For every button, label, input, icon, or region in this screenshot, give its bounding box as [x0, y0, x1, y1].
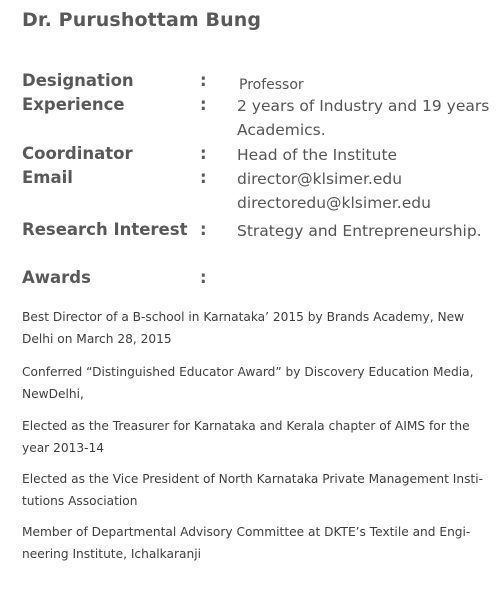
award-item-line: Elected as the Vice President of North Karnataka Private Management Insti- [22, 472, 483, 486]
award-item [22, 415, 484, 459]
award-item-line: Best Director of a B-school in Karnataka’ 2015 by Brands Academy, New [22, 310, 465, 324]
awards-label: Awards [22, 268, 91, 287]
email-label: Email [22, 168, 73, 187]
experience-value-line1: 2 years of Industry and 19 years [237, 97, 490, 115]
profile-name: Dr. Purushottam Bung [22, 9, 262, 31]
research-colon: : [200, 220, 207, 239]
designation-label: Designation [22, 71, 134, 90]
award-item-line: tutions Association [22, 494, 138, 508]
experience-value-line2: Academics. [237, 121, 326, 139]
research-label: Research Interest [22, 220, 188, 239]
award-item [22, 468, 484, 512]
award-item-line: Conferred “Distinguished Educator Award” by Discovery Education Media, [22, 365, 474, 379]
designation-value: Professor [239, 77, 304, 93]
designation-colon: : [200, 71, 207, 90]
award-item-line: neering Institute, Ichalkaranji [22, 547, 201, 561]
research-value: Strategy and Entrepreneurship. [237, 222, 482, 240]
awards-colon: : [200, 268, 207, 287]
award-item-line: NewDelhi, [22, 387, 84, 401]
award-item [22, 361, 484, 405]
email-value-line2: directoredu@klsimer.edu [237, 194, 431, 212]
award-item [22, 306, 484, 350]
award-item-line: Elected as the Treasurer for Karnataka and Kerala chapter of AIMS for the [22, 419, 470, 433]
award-item-line: Delhi on March 28, 2015 [22, 332, 172, 346]
award-item-line: year 2013-14 [22, 441, 104, 455]
experience-colon: : [200, 95, 207, 114]
coordinator-value: Head of the Institute [237, 146, 398, 164]
experience-label: Experience [22, 95, 125, 114]
award-item [22, 521, 484, 565]
award-item-line: Member of Departmental Advisory Committee at DKTE’s Textile and Engi- [22, 525, 471, 539]
coordinator-colon: : [200, 144, 207, 163]
email-colon: : [200, 168, 207, 187]
coordinator-label: Coordinator [22, 144, 133, 163]
email-value-line1: director@klsimer.edu [237, 170, 403, 188]
